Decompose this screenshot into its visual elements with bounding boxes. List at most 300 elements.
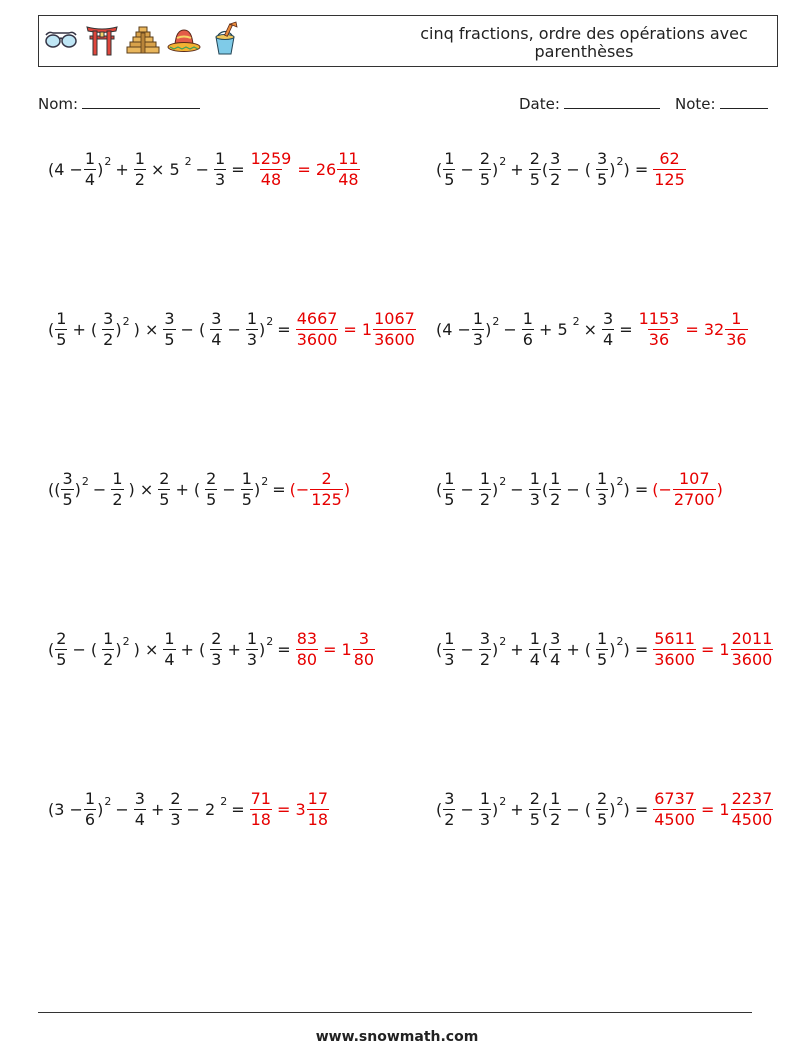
denominator: 3 [472,329,484,349]
equals: ) = [623,479,649,499]
numerator: 1 [444,468,455,488]
numerator: 3 [62,468,73,488]
text: ) [253,479,261,499]
numerator: 3 [597,148,608,168]
numerator: 1 [472,308,484,328]
text: ( [541,159,549,179]
answer-fraction [296,309,339,350]
grade-field[interactable] [675,94,768,113]
denominator: 4 [550,649,561,669]
text: ) [492,479,499,499]
equals: ) = [623,159,649,179]
exponent: 2 [81,474,89,488]
footer-website[interactable]: www.snowmath.com [315,1029,479,1045]
text: ) [115,639,122,659]
sombrero-icon [166,21,202,57]
operator: − [460,639,474,659]
denominator: 6 [522,329,533,349]
fraction [549,629,561,670]
fraction [205,469,217,510]
operator: − [195,159,210,179]
answer-mixed-fraction [353,629,375,670]
denominator: 2700 [673,489,715,509]
numerator: 3 [479,628,491,648]
text: ( [436,159,443,179]
fraction [472,309,484,350]
text: ( [541,799,549,819]
name-field[interactable] [38,94,200,113]
fraction [163,309,175,350]
denominator: 4 [134,809,145,829]
numerator: 3 [358,628,369,648]
numerator: 1 [215,148,226,168]
numerator: 2 [211,628,222,648]
denominator: 5 [597,169,608,189]
fraction [158,469,170,510]
numerator: 1 [241,468,252,488]
denominator: 3600 [374,329,415,349]
numerator: 2 [206,468,217,488]
text: ) [115,319,122,339]
fraction [443,789,455,830]
fraction [596,789,608,830]
operator: ) × [133,639,159,659]
numerator: 3 [211,308,222,328]
date-blank[interactable] [564,94,660,109]
numerator: 3 [444,788,455,808]
fraction [479,149,491,190]
operator: + ( [72,319,98,339]
denominator: 3 [479,809,491,829]
denominator: 5 [529,809,540,829]
problem-1 [48,137,361,201]
fraction [549,149,561,190]
problem-3 [48,297,417,361]
exponent: 2 [122,314,130,328]
operator: − [227,319,241,339]
denominator: 2 [103,329,114,349]
exponent: 2 [499,474,507,488]
denominator: 5 [597,809,608,829]
denominator: 48 [260,169,282,189]
denominator: 4 [164,649,175,669]
denominator: 36 [726,329,747,349]
answer-fraction [310,469,343,510]
fraction [529,789,541,830]
grade-blank[interactable] [720,94,768,109]
title-line-2: parenthèses [534,42,634,61]
answer-mixed-whole: = 1 [700,639,730,659]
operator: + [227,639,241,659]
operator: − [460,159,474,179]
text: ) [492,159,499,179]
operator: + [510,159,524,179]
exponent: 2 [104,154,112,168]
fraction [102,629,114,670]
numerator: 11 [338,148,359,168]
numerator: 2 [159,468,170,488]
fraction [210,629,222,670]
operator: − 2 [186,799,216,819]
text: ( [541,479,549,499]
exponent: 2 [220,794,228,808]
operator: + [510,639,524,659]
equals: = [619,319,633,339]
fraction [55,629,67,670]
equals: = [277,639,291,659]
numerator: 1 [597,628,608,648]
text: ( [436,639,443,659]
exponent: 2 [261,474,269,488]
date-label: Date: [519,95,560,113]
numerator: 3 [164,308,175,328]
denominator: 48 [338,169,359,189]
numerator: 17 [307,788,329,808]
denominator: 125 [311,489,342,509]
numerator: 1 [731,308,742,328]
sunglasses-icon [43,21,79,57]
operator: + ( [566,639,592,659]
numerator: 3 [134,788,145,808]
numerator: 71 [250,788,271,808]
sand-bucket-icon [207,21,243,57]
date-field[interactable] [519,94,660,113]
text: (4 − [436,319,471,339]
exponent: 2 [616,474,624,488]
operator: − [510,479,524,499]
answer-paren-open: (− [652,479,672,499]
numerator: 5611 [654,628,695,648]
text: ) [609,639,616,659]
numerator: 62 [659,148,680,168]
numerator: 1 [597,468,608,488]
answer-fraction [250,149,293,190]
text: ( [48,639,55,659]
exponent: 2 [499,794,507,808]
equals: = [231,159,245,179]
numerator: 1 [246,308,258,328]
answer-mixed-whole: = 3 [276,799,306,819]
fraction [549,789,561,830]
denominator: 2 [444,809,455,829]
operator: × 5 [150,159,180,179]
fraction [61,469,73,510]
numerator: 2 [529,788,540,808]
fraction [111,469,123,510]
operator: ) × [133,319,159,339]
text: ( [436,799,443,819]
fraction [443,149,455,190]
numerator: 2 [479,148,491,168]
equals: = [277,319,291,339]
denominator: 3 [246,649,258,669]
problem-10 [436,777,774,841]
fraction [55,309,67,350]
operator: − ( [180,319,206,339]
operator: + [150,799,165,819]
numerator: 107 [678,468,710,488]
denominator: 3 [597,489,608,509]
text: ) [259,639,266,659]
denominator: 3 [170,809,181,829]
denominator: 3 [529,489,540,509]
answer-paren-close: ) [343,479,351,499]
header-icons [43,21,243,57]
name-label: Nom: [38,95,79,113]
exponent: 2 [499,154,507,168]
numerator: 1067 [374,308,415,328]
numerator: 1 [56,308,67,328]
denominator: 18 [307,809,329,829]
fraction [596,629,608,670]
numerator: 2 [170,788,181,808]
fraction [163,629,175,670]
problem-7 [48,617,376,681]
denominator: 5 [206,489,217,509]
numerator: 1 [529,468,540,488]
denominator: 5 [241,489,252,509]
fraction [246,629,258,670]
problem-2 [436,137,687,201]
grade-label: Note: [675,95,716,113]
exponent: 2 [616,634,624,648]
fraction [210,309,222,350]
numerator: 2011 [731,628,773,648]
denominator: 125 [654,169,685,189]
denominator: 4 [211,329,222,349]
text: ) [492,639,499,659]
numerator: 1259 [250,148,292,168]
exponent: 2 [572,314,580,328]
denominator: 18 [250,809,271,829]
fraction [443,469,455,510]
fraction [602,309,614,350]
denominator: 5 [597,649,608,669]
numerator: 3 [603,308,614,328]
torii-gate-icon [84,21,120,57]
text: ) [74,479,81,499]
numerator: 1 [550,788,561,808]
numerator: 1 [522,308,533,328]
exponent: 2 [122,634,130,648]
operator: − [115,799,129,819]
exponent: 2 [266,314,274,328]
operator: − ( [566,799,592,819]
numerator: 1 [246,628,258,648]
answer-mixed-fraction [725,309,747,350]
exponent: 2 [266,634,274,648]
answer-mixed-fraction [731,789,774,830]
answer-mixed-whole: = 1 [700,799,730,819]
text: ) [259,319,266,339]
text: (3 − [48,799,83,819]
exponent: 2 [184,154,192,168]
answer-fraction [638,309,681,350]
answer-fraction [296,629,318,670]
problem-5 [48,457,350,521]
fraction [479,789,491,830]
text: (4 − [48,159,83,179]
text: ( [48,319,55,339]
text: ) [492,799,499,819]
text: ( [436,479,443,499]
numerator: 1 [479,788,491,808]
exponent: 2 [499,634,507,648]
numerator: 2 [529,148,540,168]
numerator: 2237 [731,788,773,808]
equals: = [231,799,245,819]
answer-paren-open: (− [289,479,310,499]
fraction [84,149,96,190]
fraction [596,149,608,190]
text: ) [97,799,104,819]
fraction [479,469,491,510]
operator: + [510,799,524,819]
numerator: 1 [134,148,145,168]
name-blank[interactable] [82,94,200,109]
fraction [134,789,146,830]
numerator: 3 [550,148,561,168]
numerator: 1 [103,628,114,648]
answer-mixed-fraction [307,789,329,830]
fraction [246,309,258,350]
denominator: 2 [112,489,123,509]
answer-mixed-fraction [337,149,359,190]
denominator: 6 [84,809,96,829]
denominator: 80 [296,649,318,669]
operator: − ( [566,159,592,179]
numerator: 3 [550,628,561,648]
answer-fraction [250,789,272,830]
denominator: 5 [479,169,491,189]
denominator: 2 [479,649,491,669]
text: ) [609,799,616,819]
denominator: 2 [550,489,561,509]
answer-fraction [653,629,696,670]
denominator: 2 [479,489,491,509]
fraction [479,629,491,670]
denominator: 4 [84,169,96,189]
denominator: 3 [246,329,258,349]
denominator: 5 [444,169,455,189]
numerator: 6737 [654,788,695,808]
numerator: 1 [479,468,491,488]
text: ) [485,319,492,339]
text: ) [609,159,616,179]
fraction [529,469,541,510]
fraction [134,149,146,190]
equals: ) = [623,639,649,659]
numerator: 1 [84,148,96,168]
numerator: 2 [321,468,332,488]
equals: = [272,479,286,499]
numerator: 1153 [638,308,680,328]
answer-fraction [653,789,696,830]
fraction [241,469,253,510]
operator: − [222,479,236,499]
denominator: 2 [550,809,561,829]
answer-mixed-whole: = 1 [343,319,373,339]
problem-6 [436,457,723,521]
operator: − [92,479,107,499]
equals: ) = [623,799,649,819]
numerator: 1 [112,468,123,488]
title-line-1: cinq fractions, ordre des opérations avec [420,24,748,43]
operator: − ( [72,639,98,659]
page-title [399,25,769,61]
operator: + ( [180,639,206,659]
fraction [169,789,181,830]
fraction [214,149,226,190]
denominator: 3600 [296,329,338,349]
text: ) [609,479,616,499]
denominator: 36 [648,329,670,349]
fraction [596,469,608,510]
numerator: 1 [550,468,561,488]
numerator: 83 [296,628,318,648]
operator: + 5 [538,319,568,339]
text: ) [97,159,104,179]
denominator: 3 [215,169,226,189]
operator: + [115,159,129,179]
denominator: 2 [550,169,561,189]
problem-4 [436,297,749,361]
pyramid-icon [125,21,161,57]
operator: ) × [128,479,154,499]
text: (( [48,479,61,499]
exponent: 2 [104,794,112,808]
numerator: 4667 [296,308,338,328]
fraction [529,629,541,670]
footer-divider [38,1012,752,1013]
denominator: 4500 [654,809,695,829]
denominator: 5 [159,489,170,509]
numerator: 2 [597,788,608,808]
answer-mixed-fraction [731,629,774,670]
operator: − [503,319,517,339]
numerator: 1 [444,628,455,648]
numerator: 2 [56,628,67,648]
denominator: 80 [353,649,375,669]
answer-mixed-whole: = 26 [297,159,337,179]
answer-fraction [653,149,686,190]
denominator: 3600 [731,649,773,669]
numerator: 1 [164,628,175,648]
operator: − [460,479,474,499]
operator: × [583,319,598,339]
answer-mixed-fraction [373,309,416,350]
fraction [522,309,534,350]
denominator: 4500 [731,809,773,829]
denominator: 3 [211,649,222,669]
numerator: 3 [103,308,114,328]
denominator: 5 [529,169,540,189]
operator: + ( [175,479,201,499]
denominator: 5 [444,489,455,509]
fraction [84,789,96,830]
fraction [549,469,561,510]
exponent: 2 [616,154,624,168]
answer-paren-close: ) [716,479,723,499]
numerator: 1 [529,628,540,648]
denominator: 5 [56,649,67,669]
denominator: 3 [444,649,455,669]
denominator: 3600 [654,649,695,669]
fraction [529,149,541,190]
denominator: 4 [529,649,540,669]
operator: − ( [566,479,592,499]
numerator: 1 [444,148,455,168]
